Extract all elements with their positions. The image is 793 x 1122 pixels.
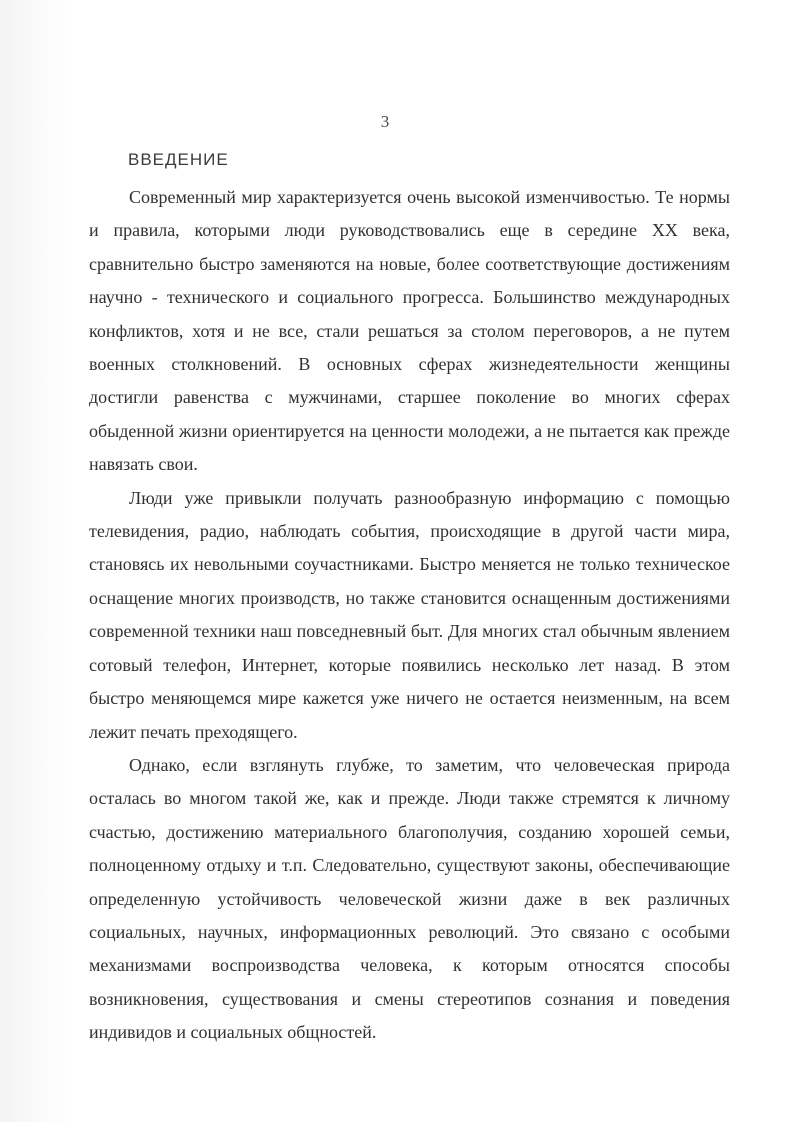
paragraph-2: Люди уже привыкли получать разнообразную информацию с помощью телевидения, радио, наблюдать события, происходящие в другой части мира, становясь их невольными соучастниками. Быстро меняется не только техническое оснащение многих производств, но также становится оснащенным достижениями современной техники наш повседневный быт. Для многих стал обычным явлением сотовый телефон, Интернет, которые появились несколько лет назад. В этом быстро меняющемся мире кажется уже ничего не остается неизменным, на всем лежит печать преходящего. <box>89 487 730 742</box>
paragraph-3: Однако, если взглянуть глубже, то заметим, что человеческая природа осталась во многом такой же, как и прежде. Люди также стремятся к личному счастью, достижению материального благополучия, созданию хорошей семьи, полноценному отдыху и т.п. Следовательно, существуют законы, обеспечивающие определенную устойчивость человеческой жизни даже в век различных социальных, научных, информационных революций. Это связано с особыми механизмами воспроизводства человека, к которым относятся способы возникновения, существования и смены стереотипов сознания и поведения индивидов и социальных общностей. <box>89 754 730 1043</box>
page-number: 3 <box>380 112 390 131</box>
body-text <box>89 181 730 1050</box>
section-heading: ВВЕДЕНИЕ <box>128 150 229 169</box>
scan-shadow-edge <box>0 0 74 1122</box>
paragraph-1: Современный мир характеризуется очень высокой изменчивостью. Те нормы и правила, которыми люди руководствовались еще в середине XX века, сравнительно быстро заменяются на новые, более соответствующие достижениям научно - технического и социального прогресса. Большинство международных конфликтов, хотя и не все, стали решаться за столом переговоров, а не путем военных столкновений. В основных сферах жизнедеятельности женщины достигли равенства с мужчинами, старшее поколение во многих сферах обыденной жизни ориентируется на ценности молодежи, а не пытается как прежде навязать свои. <box>89 187 730 475</box>
